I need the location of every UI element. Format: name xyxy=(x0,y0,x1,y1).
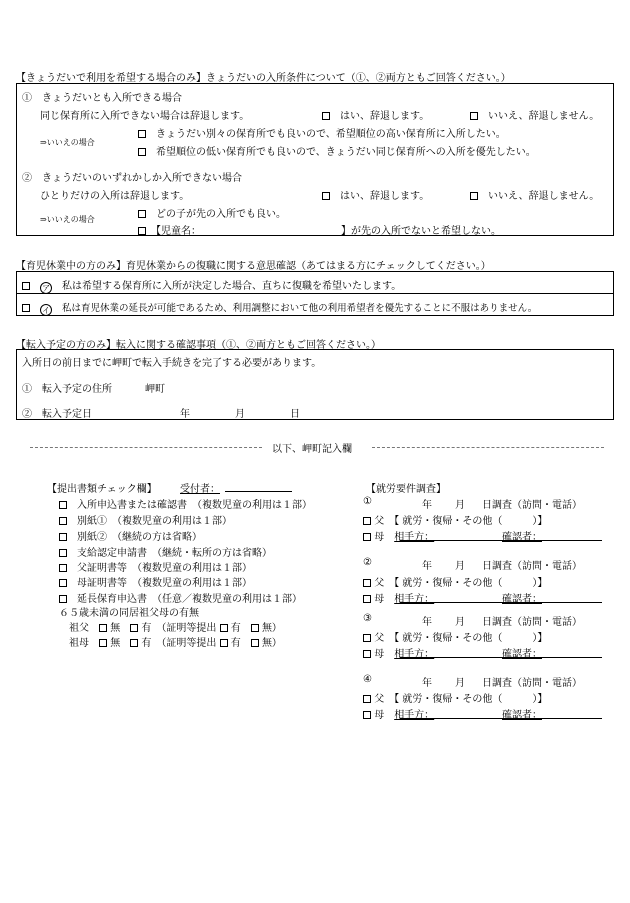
item2-yes-checkbox[interactable] xyxy=(322,192,330,200)
mother-checkbox[interactable] xyxy=(363,533,371,541)
work-father-row[interactable]: 父 【 就労・復帰・その他（ ）】 xyxy=(363,690,547,705)
doc-checkbox[interactable] xyxy=(59,564,67,572)
move-in-note: 入所日の前日までに岬町で転入手続きを完了する必要があります。 xyxy=(22,358,322,369)
work-confirmer-label: 確認者： xyxy=(502,649,542,660)
mother-checkbox[interactable] xyxy=(363,711,371,719)
doc-check-item[interactable]: 別紙② （継続の方は省略） xyxy=(59,528,202,543)
leave-option-b-checkbox[interactable] xyxy=(22,304,30,312)
doc-check-item[interactable]: 父証明書等 （複数児童の利用は１部） xyxy=(59,559,252,574)
doc-checkbox[interactable] xyxy=(59,595,67,603)
move-in-day: 日 xyxy=(290,409,300,420)
doc-check-item[interactable]: 延長保育申込書 （任意／複数児童の利用は１部） xyxy=(59,590,302,605)
divider-left xyxy=(30,447,262,448)
item1-yes-option[interactable]: はい、辞退します。 xyxy=(322,107,429,122)
item1-yes-checkbox[interactable] xyxy=(322,112,330,120)
doc-checkbox[interactable] xyxy=(59,579,67,587)
sibling-item2-question: ひとりだけの入所は辞退します。 xyxy=(40,191,190,202)
leave-option-a-checkbox[interactable] xyxy=(22,282,30,290)
work-entry-num: ③ xyxy=(363,613,372,624)
work-entry-num: ① xyxy=(363,496,372,507)
father-checkbox[interactable] xyxy=(363,634,371,642)
move-in-header: 【転入予定の方のみ】転入に関する確認事項（①、②両方ともご回答ください。） xyxy=(16,340,381,351)
doc-checkbox[interactable] xyxy=(59,517,67,525)
childcare-leave-header: 【育児休業中の方のみ】育児休業からの復職に関する意思確認（あてはまる方にチェックしてください。） xyxy=(16,261,491,272)
grandmother-have-checkbox[interactable] xyxy=(130,639,138,647)
work-mother-row[interactable]: 母 相手方： xyxy=(363,706,434,721)
item2-no-option[interactable]: いいえ、辞退しません。 xyxy=(470,187,599,202)
move-in-address-label: ① 転入予定の住所 xyxy=(22,384,112,395)
work-confirmer-label: 確認者： xyxy=(502,710,542,721)
work-mother-row[interactable]: 母 相手方： xyxy=(363,528,434,543)
grandfather-row: 祖父 無 有 （証明等提出 有 無） xyxy=(69,623,282,634)
item1-if-no-label: ⇒いいえの場合 xyxy=(40,138,95,147)
grandfather-cert-have-checkbox[interactable] xyxy=(220,624,228,632)
work-mother-row[interactable]: 母 相手方： xyxy=(363,645,434,660)
item1-opt2[interactable]: 希望順位の低い保育所でも良いので、きょうだい同じ保育所への入所を優先したい。 xyxy=(138,143,536,158)
item1-opt1[interactable]: きょうだい別々の保育所でも良いので、希望順位の高い保育所に入所したい。 xyxy=(138,125,506,140)
move-in-date-label: ② 転入予定日 xyxy=(22,409,92,420)
item1-no-option[interactable]: いいえ、辞退しません。 xyxy=(470,107,599,122)
sibling-section-header: 【きょうだいで利用を希望する場合のみ】きょうだいの入所条件について（①、②両方ともご回答ください。） xyxy=(16,73,511,84)
work-entry-survey: 日調査（訪問・電話） xyxy=(482,678,582,689)
doc-checkbox[interactable] xyxy=(59,549,67,557)
mother-checkbox[interactable] xyxy=(363,650,371,658)
work-entry-month: 月 xyxy=(455,678,465,689)
item1-opt2-checkbox[interactable] xyxy=(138,148,146,156)
leave-option-b[interactable]: イ 私は育児休業の延長が可能であるため、利用調整において他の利用希望者を優先することに不服はありません。 xyxy=(22,299,537,316)
move-in-year: 年 xyxy=(180,409,190,420)
grandfather-cert-none-checkbox[interactable] xyxy=(251,624,259,632)
divider-right xyxy=(372,447,604,448)
docs-receiver-line[interactable] xyxy=(225,491,292,492)
item2-opt2-checkbox[interactable] xyxy=(138,227,146,235)
grandfather-none-checkbox[interactable] xyxy=(99,624,107,632)
sibling-item1-question: 同じ保育所に入所できない場合は辞退します。 xyxy=(40,111,250,122)
work-entry-year: 年 xyxy=(422,678,432,689)
item1-no-checkbox[interactable] xyxy=(470,112,478,120)
item2-if-no-label: ⇒いいえの場合 xyxy=(40,215,95,224)
work-entry-underline xyxy=(400,657,602,658)
work-father-row[interactable]: 父 【 就労・復帰・その他（ ）】 xyxy=(363,629,547,644)
work-entry-year: 年 xyxy=(422,617,432,628)
work-entry-year: 年 xyxy=(422,500,432,511)
doc-check-item[interactable]: 入所申込書または確認書 （複数児童の利用は１部） xyxy=(59,496,312,511)
work-confirmer-label: 確認者： xyxy=(502,532,542,543)
item2-opt1-checkbox[interactable] xyxy=(138,210,146,218)
grandmother-row: 祖母 無 有 （証明等提出 有 無） xyxy=(69,638,282,649)
item2-opt2[interactable]: 【児童名： 】が先の入所でないと希望しない。 xyxy=(138,222,501,237)
work-entry-survey: 日調査（訪問・電話） xyxy=(482,617,582,628)
grandmother-cert-none-checkbox[interactable] xyxy=(251,639,259,647)
grandparents-title: ６５歳未満の同居祖父母の有無 xyxy=(59,608,199,619)
father-checkbox[interactable] xyxy=(363,579,371,587)
item2-opt1[interactable]: どの子が先の入所でも良い。 xyxy=(138,205,286,220)
docs-check-title: 【提出書類チェック欄】 xyxy=(47,484,157,495)
work-entry-month: 月 xyxy=(455,617,465,628)
move-in-address-value[interactable]: 岬町 xyxy=(145,384,165,395)
work-confirmer-label: 確認者： xyxy=(502,594,542,605)
doc-check-item[interactable]: 別紙① （複数児童の利用は１部） xyxy=(59,512,232,527)
work-survey-title: 【就労要件調査】 xyxy=(366,484,446,495)
father-checkbox[interactable] xyxy=(363,517,371,525)
office-use-divider-label: 以下、岬町記入欄 xyxy=(272,444,352,455)
work-entry-month: 月 xyxy=(455,500,465,511)
move-in-month: 月 xyxy=(235,409,245,420)
work-entry-underline xyxy=(400,540,602,541)
work-entry-num: ④ xyxy=(363,674,372,685)
work-father-row[interactable]: 父 【 就労・復帰・その他（ ）】 xyxy=(363,574,547,589)
item2-yes-option[interactable]: はい、辞退します。 xyxy=(322,187,429,202)
work-mother-row[interactable]: 母 相手方： xyxy=(363,590,434,605)
doc-check-item[interactable]: 母証明書等 （複数児童の利用は１部） xyxy=(59,574,252,589)
item1-opt1-checkbox[interactable] xyxy=(138,130,146,138)
work-entry-survey: 日調査（訪問・電話） xyxy=(482,500,582,511)
work-father-row[interactable]: 父 【 就労・復帰・その他（ ）】 xyxy=(363,512,547,527)
mother-checkbox[interactable] xyxy=(363,595,371,603)
work-entry-survey: 日調査（訪問・電話） xyxy=(482,561,582,572)
father-checkbox[interactable] xyxy=(363,695,371,703)
docs-receiver-label: 受付者： xyxy=(180,484,220,495)
grandmother-cert-have-checkbox[interactable] xyxy=(220,639,228,647)
doc-check-item[interactable]: 支給認定申請書 （継続・転所の方は省略） xyxy=(59,544,272,559)
work-entry-year: 年 xyxy=(422,561,432,572)
leave-option-a[interactable]: ア 私は希望する保育所に入所が決定した場合、直ちに復職を希望いたします。 xyxy=(22,277,401,294)
grandmother-none-checkbox[interactable] xyxy=(99,639,107,647)
option-b-mark: イ xyxy=(42,306,50,315)
work-entry-num: ② xyxy=(363,557,372,568)
item2-no-checkbox[interactable] xyxy=(470,192,478,200)
doc-checkbox[interactable] xyxy=(59,533,67,541)
option-a-mark: ア xyxy=(42,284,50,293)
work-entry-underline xyxy=(400,718,602,719)
sibling-item1-title: ① きょうだいとも入所できる場合 xyxy=(22,93,182,104)
work-entry-month: 月 xyxy=(455,561,465,572)
sibling-item2-title: ② きょうだいのいずれかしか入所できない場合 xyxy=(22,173,242,184)
grandfather-have-checkbox[interactable] xyxy=(130,624,138,632)
work-entry-underline xyxy=(400,602,602,603)
sibling-conditions-box xyxy=(16,83,614,236)
doc-checkbox[interactable] xyxy=(59,501,67,509)
